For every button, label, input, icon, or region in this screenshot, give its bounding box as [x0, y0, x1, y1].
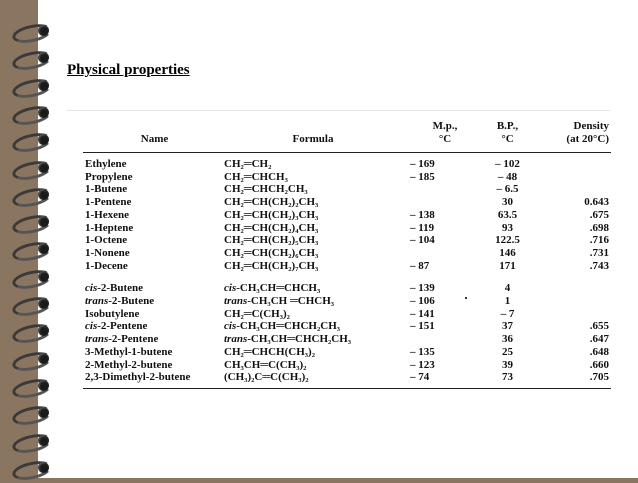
formula: CH₂═CH(CH₂)₇CH₃	[224, 259, 319, 272]
compound-name: Ethylene	[85, 158, 127, 170]
divider	[67, 110, 610, 111]
compound-name: 1-Octene	[85, 234, 128, 247]
density	[535, 295, 611, 308]
compound-name: 1-Nonene	[85, 246, 130, 259]
compound-name: 1-Heptene	[85, 221, 134, 234]
table-row	[83, 371, 611, 388]
density: .675	[589, 208, 609, 221]
density: .647	[589, 333, 609, 346]
formula: trans-CH₃CH ═CHCH₃	[224, 295, 335, 308]
formula: CH₂═CHCH₃	[224, 170, 288, 183]
melting-point: – 74	[402, 371, 480, 388]
formula: CH₂═CH(CH₂)₄CH₃	[224, 221, 319, 234]
density: .648	[589, 345, 609, 358]
boiling-point: 37	[502, 320, 513, 333]
melting-point: – 123	[410, 358, 435, 371]
boiling-point: 39	[502, 358, 513, 371]
density	[535, 171, 611, 184]
spiral-binding-ring-icon	[12, 322, 52, 338]
density-header: Density	[573, 120, 609, 132]
compound-name: trans-2-Butene	[85, 295, 155, 308]
boiling-point: 25	[502, 345, 513, 358]
density-unit: (at 20°C)	[535, 133, 611, 153]
density	[535, 153, 611, 171]
density: .655	[589, 320, 609, 333]
mp-unit: °C	[402, 133, 480, 153]
table-row	[83, 295, 611, 308]
compound-name: cis-2-Butene	[85, 282, 144, 295]
density	[535, 272, 611, 295]
slide-title: Physical properties	[67, 62, 190, 78]
name-header: Name	[83, 133, 224, 153]
spiral-binding-ring-icon	[12, 350, 52, 366]
density: .743	[589, 259, 609, 272]
spiral-binding-ring-icon	[12, 213, 52, 229]
table-row	[83, 222, 611, 235]
spiral-binding-ring-icon	[12, 432, 52, 448]
table-row	[83, 346, 611, 359]
table-row	[83, 272, 611, 295]
formula: CH₂═CH₂	[224, 158, 272, 170]
compound-name: 1-Butene	[85, 183, 128, 196]
table-row	[83, 209, 611, 222]
compound-name: 1-Decene	[85, 259, 128, 272]
bp-unit: °C	[480, 133, 535, 153]
formula: trans-CH₃CH═CHCH₂CH₃	[224, 333, 352, 346]
spiral-binding-ring-icon	[12, 77, 52, 93]
branched-isomer-group	[83, 272, 611, 388]
alkene-properties-table	[83, 120, 611, 389]
mp-header: M.p.,	[432, 120, 458, 132]
density	[535, 308, 611, 321]
spiral-binding-ring-icon	[12, 104, 52, 120]
boiling-point: – 48	[497, 170, 518, 183]
boiling-point: 1	[504, 295, 511, 308]
table-row	[83, 333, 611, 346]
boiling-point: – 102	[495, 158, 520, 170]
boiling-point: 4	[504, 282, 511, 295]
melting-point: – 139	[410, 282, 435, 295]
melting-point: – 106	[410, 295, 435, 308]
density: .716	[589, 234, 609, 247]
boiling-point: 30	[502, 196, 513, 209]
table-row	[83, 247, 611, 260]
compound-name: Isobutylene	[85, 307, 140, 320]
melting-point: – 169	[410, 158, 435, 170]
spiral-binding-ring-icon	[12, 159, 52, 175]
spiral-binding-ring-icon	[12, 186, 52, 202]
compound-name: 1-Hexene	[85, 208, 129, 221]
spiral-binding-ring-icon	[12, 459, 52, 475]
melting-point	[402, 196, 480, 209]
formula: CH₂═CH(CH₂)₅CH₃	[224, 234, 319, 247]
table-row	[83, 234, 611, 247]
boiling-point: 73	[480, 371, 535, 388]
density: .660	[589, 358, 609, 371]
compound-name: 3-Methyl-1-butene	[85, 345, 173, 358]
formula: (CH₃)₂C═C(CH₃)₂	[224, 371, 402, 388]
melting-point: – 151	[410, 320, 435, 333]
compound-name: Propylene	[85, 170, 133, 183]
density: .705	[535, 371, 611, 388]
bp-header: B.P.,	[496, 120, 519, 132]
density	[535, 183, 611, 196]
melting-point: – 135	[410, 345, 435, 358]
boiling-point: 171	[499, 259, 516, 272]
table-row	[83, 153, 611, 171]
stray-mark	[465, 297, 467, 299]
melting-point: – 138	[410, 208, 435, 221]
table-row	[83, 260, 611, 273]
boiling-point: 93	[502, 221, 513, 234]
spiral-binding-ring-icon	[12, 131, 52, 147]
spiral-binding-ring-icon	[12, 22, 52, 38]
spiral-binding-ring-icon	[12, 268, 52, 284]
melting-point: – 119	[410, 221, 435, 234]
table-row	[83, 320, 611, 333]
spiral-binding-ring-icon	[12, 377, 52, 393]
melting-point: – 141	[410, 307, 435, 320]
formula: CH₂═C(CH₃)₂	[224, 307, 290, 320]
straight-chain-group	[83, 153, 611, 273]
table-row	[83, 171, 611, 184]
formula: CH₂═CH(CH₂)₃CH₃	[224, 208, 319, 221]
density: .731	[589, 246, 609, 259]
compound-name: trans-2-Pentene	[85, 333, 159, 346]
melting-point: – 104	[410, 234, 435, 247]
formula: cis-CH₃CH═CHCH₃	[224, 282, 321, 295]
spiral-binding-ring-icon	[12, 240, 52, 256]
melting-point	[402, 333, 480, 346]
compound-name: 2,3-Dimethyl-2-butene	[83, 371, 224, 388]
boiling-point: – 7	[500, 307, 515, 320]
boiling-point: – 6.5	[496, 183, 519, 196]
spiral-binding-ring-icon	[12, 49, 52, 65]
spiral-binding-ring-icon	[12, 295, 52, 311]
compound-name: cis-2-Pentene	[85, 320, 148, 333]
table-row	[83, 308, 611, 321]
density: .698	[589, 221, 609, 234]
formula: cis-CH₃CH═CHCH₂CH₃	[224, 320, 341, 333]
formula: CH₂═CH(CH₂)₆CH₃	[224, 246, 319, 259]
melting-point: – 185	[410, 170, 435, 183]
boiling-point: 36	[502, 333, 513, 346]
melting-point	[402, 183, 480, 196]
boiling-point: 122.5	[495, 234, 520, 247]
formula: CH₂═CHCH(CH₃)₂	[224, 345, 316, 358]
formula: CH₃CH═C(CH₃)₂	[224, 358, 307, 371]
boiling-point: 146	[499, 246, 516, 259]
melting-point	[402, 247, 480, 260]
table-row	[83, 196, 611, 209]
compound-name: 1-Pentene	[85, 196, 132, 209]
boiling-point: 63.5	[497, 208, 518, 221]
formula-header: Formula	[224, 133, 402, 153]
table-row	[83, 183, 611, 196]
compound-name: 2-Methyl-2-butene	[85, 358, 173, 371]
formula: CH₂═CHCH₂CH₃	[224, 183, 308, 196]
density: 0.643	[584, 196, 609, 209]
spiral-binding-ring-icon	[12, 404, 52, 420]
melting-point: – 87	[410, 259, 430, 272]
table-row	[83, 359, 611, 372]
formula: CH₂═CH(CH₂)₂CH₃	[224, 196, 319, 209]
